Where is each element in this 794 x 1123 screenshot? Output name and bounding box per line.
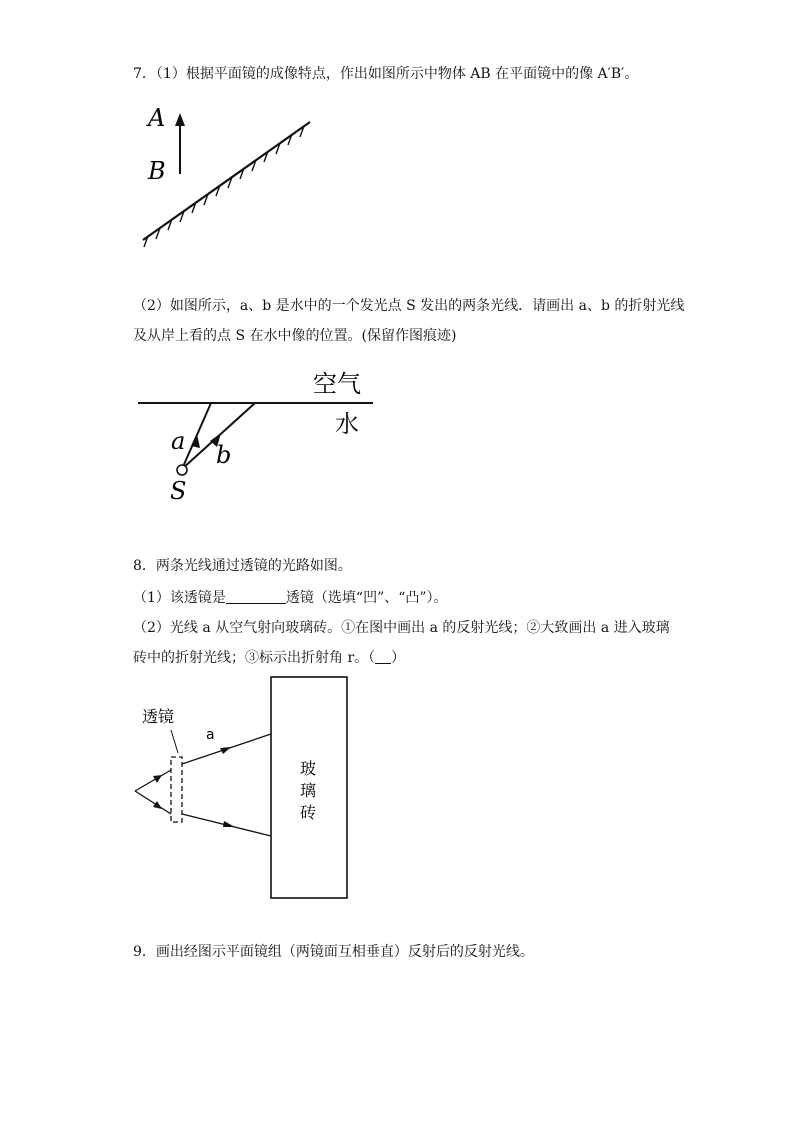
light-source-s xyxy=(177,465,187,475)
incident-ray-upper xyxy=(135,770,171,791)
incident-lower-arrow-icon xyxy=(153,801,162,809)
q7-refraction-figure xyxy=(135,362,380,507)
lens-dashed-box xyxy=(171,757,182,822)
q8-title: 8．两条光线通过透镜的光路如图。 xyxy=(133,558,352,574)
glass-char-3: 砖 xyxy=(300,803,317,822)
lens-label: 透镜 xyxy=(142,707,175,726)
q7-mirror-figure xyxy=(135,100,320,250)
ray-b-label: b xyxy=(216,441,232,469)
q8-part2-line2-prefix: 砖中的折射光线；③标示出折射角 r。（ xyxy=(133,650,376,666)
ray-a-label: a xyxy=(171,427,186,455)
ray-lower-arrow-icon xyxy=(223,821,235,827)
ray-a-arrow-icon xyxy=(220,747,231,754)
lens-pointer-line xyxy=(171,730,178,753)
q9-title: 9．画出经图示平面镜组（两镜面互相垂直）反射后的反射光线。 xyxy=(133,944,534,960)
water-label: 水 xyxy=(335,410,359,438)
arrow-head-icon xyxy=(175,113,185,126)
glass-char-1: 玻 xyxy=(300,759,317,778)
q7-part2-line1: （2）如图所示，a、b 是水中的一个发光点 S 发出的两条光线．请画出 a、b 的折射光线 xyxy=(133,298,685,314)
q8-part1 xyxy=(133,588,448,608)
q8-lens-glass-figure xyxy=(130,670,355,905)
label-b: B xyxy=(148,157,166,185)
q8-part1-suffix: 透镜（选填“凹”、“凸”）。 xyxy=(285,590,448,606)
q8-part2-line2 xyxy=(133,648,405,668)
plane-mirror-line xyxy=(143,122,310,240)
answer-blank-2[interactable] xyxy=(375,649,391,664)
incident-ray-lower xyxy=(135,791,171,814)
q8-part2-line2-suffix: ） xyxy=(391,650,406,666)
label-a: A xyxy=(148,104,166,132)
q8-part2-line1: （2）光线 a 从空气射向玻璃砖。①在图中画出 a 的反射光线；②大致画出 a 进入玻璃 xyxy=(133,620,670,636)
mirror-hatch xyxy=(144,126,304,247)
answer-blank[interactable] xyxy=(226,589,286,604)
source-label: S xyxy=(170,477,187,505)
glass-char-2: 璃 xyxy=(300,781,317,800)
air-label: 空气 xyxy=(313,370,361,398)
q7-part1-text: 7．（1）根据平面镜的成像特点，作出如图所示中物体 AB 在平面镜中的像 A′B′。 xyxy=(133,66,639,82)
ray-a-label: a xyxy=(206,727,215,743)
q8-part1-prefix: （1）该透镜是 xyxy=(133,590,226,606)
q7-part2-line2: 及从岸上看的点 S 在水中像的位置。(保留作图痕迹) xyxy=(133,328,457,344)
